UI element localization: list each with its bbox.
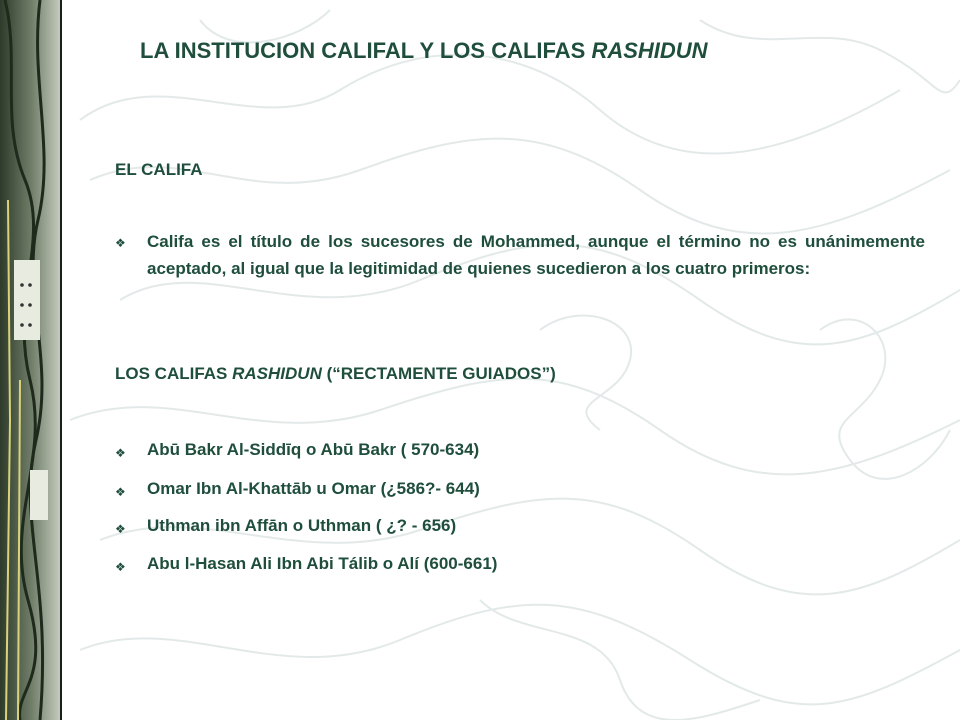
section-heading-rashidun-pre: LOS CALIFAS [115,364,233,383]
section-heading-el-califa: EL CALIFA [115,160,203,179]
caliph-list-item: Omar Ibn Al-Khattāb u Omar (¿586?- 644) [147,479,480,498]
caliph-list-item: Uthman ibn Affān o Uthman ( ¿? - 656) [147,516,457,535]
left-decorative-strip [0,0,62,720]
caliph-list-item: Abu l-Hasan Ali Ibn Abi Tálib o Alí (600-661) [147,554,498,573]
section-heading-rashidun [115,364,556,384]
bullet-icon: ❖ [115,522,126,536]
bullet-icon: ❖ [115,446,126,460]
slide-title [140,38,920,64]
bullet-icon: ❖ [115,485,126,499]
section-heading-rashidun-post: (“RECTAMENTE GUIADOS”) [321,364,556,383]
califa-definition-paragraph: Califa es el título de los sucesores de Mohammed, aunque el término no es unánimemente aceptado, al igual que la legitimidad de quienes sucedieron a los cuatro primeros: [147,232,925,278]
caliph-list-item: Abū Bakr Al-Siddīq o Abū Bakr ( 570-634) [147,440,480,459]
section-heading-rashidun-emphasis: RASHIDUN [232,364,322,383]
slide-title-main: LA INSTITUCION CALIFAL Y LOS CALIFAS [140,38,592,63]
bullet-icon: ❖ [115,560,126,574]
bullet-icon: ❖ [115,236,126,250]
slide-title-emphasis: RASHIDUN [591,38,708,63]
